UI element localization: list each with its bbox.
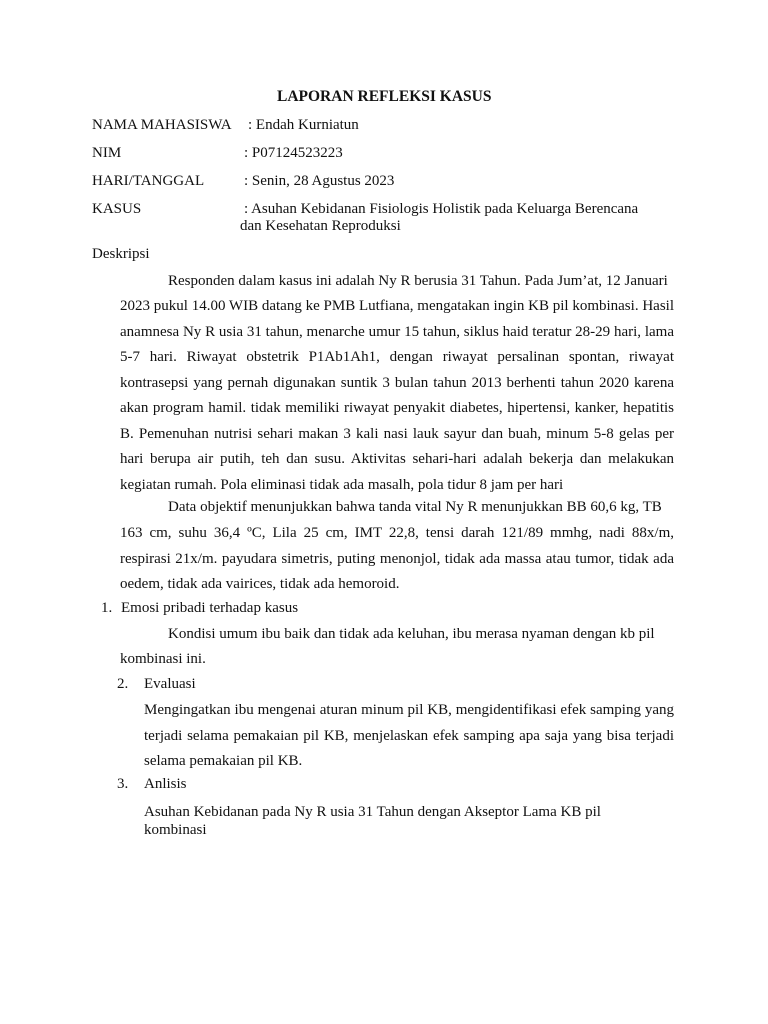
field-label-nama: NAMA MAHASISWA — [92, 117, 232, 133]
field-value-nama: : Endah Kurniatun — [248, 117, 359, 133]
section-2-paragraph — [144, 698, 674, 775]
field-value-nim: : P07124523223 — [244, 145, 343, 161]
section-1-number: 1. — [101, 600, 113, 616]
section-3-heading: Anlisis — [144, 776, 187, 792]
field-label-hari: HARI/TANGGAL — [92, 173, 205, 189]
field-value-kasus-cont: dan Kesehatan Reproduksi — [240, 218, 401, 234]
report-title: LAPORAN REFLEKSI KASUS — [277, 88, 492, 105]
field-label-kasus: KASUS — [92, 201, 142, 217]
deskripsi-paragraph-1 — [120, 294, 674, 498]
section-2-number: 2. — [117, 676, 129, 692]
section-3-line-2: kombinasi — [144, 822, 207, 838]
field-value-hari: : Senin, 28 Agustus 2023 — [244, 173, 395, 189]
deskripsi-heading: Deskripsi — [92, 246, 150, 262]
section-1-first-line: Kondisi umum ibu baik dan tidak ada keluhan, ibu merasa nyaman dengan kb pil — [168, 626, 655, 642]
section-2-heading: Evaluasi — [144, 676, 196, 692]
deskripsi-p2-first-line: Data objektif menunjukkan bahwa tanda vital Ny R menunjukkan BB 60,6 kg, TB — [168, 499, 662, 515]
deskripsi-p2-body: 163 cm, suhu 36,4 ºC, Lila 25 cm, IMT 22,8, tensi darah 121/89 mmhg, nadi 88x/m, respirasi 21x/m. payudara simetris, puting menonjol, tidak ada massa atau tumor, tidak ada oedem, tidak ada vairices, tidak ada hemoroid. — [120, 525, 674, 592]
section-3-number: 3. — [117, 776, 129, 792]
deskripsi-paragraph-2 — [120, 521, 674, 598]
field-value-kasus: : Asuhan Kebidanan Fisiologis Holistik pada Keluarga Berencana — [244, 201, 639, 217]
field-label-nim: NIM — [92, 145, 122, 161]
deskripsi-p1-first-line: Responden dalam kasus ini adalah Ny R berusia 31 Tahun. Pada Jum’at, 12 Januari — [168, 273, 668, 289]
section-1-body: kombinasi ini. — [120, 651, 206, 667]
section-2-body: Mengingatkan ibu mengenai aturan minum pil KB, mengidentifikasi efek samping yang terjadi selama pemakaian pil KB, menjelaskan efek samping apa saja yang bisa terjadi selama pemakaian pil KB. — [144, 702, 674, 769]
section-3-line-1: Asuhan Kebidanan pada Ny R usia 31 Tahun dengan Akseptor Lama KB pil — [144, 804, 601, 820]
deskripsi-p1-body: 2023 pukul 14.00 WIB datang ke PMB Lutfiana, mengatakan ingin KB pil kombinasi. Hasil anamnesa Ny R usia 31 tahun, menarche umur 15 tahun, siklus haid teratur 28-29 hari, lama 5-7 hari. Riwayat obstetrik P1Ab1Ah1, dengan riwayat persalinan spontan, riwayat kontrasepsi yang pernah digunakan suntik 3 bulan tahun 2013 berhenti tahun 2020 karena akan program hamil. tidak memiliki riwayat penyakit diabetes, hipertensi, kanker, hepatitis B. Pemenuhan nutrisi sehari makan 3 kali nasi lauk sayur dan buah, minum 5-8 gelas per hari berupa air putih, teh dan susu. Aktivitas sehari-hari adalah bekerja dan melakukan kegiatan rumah. Pola eliminasi tidak ada masalh, pola tidur 8 jam per hari — [120, 298, 674, 493]
section-1-heading: Emosi pribadi terhadap kasus — [121, 600, 299, 616]
